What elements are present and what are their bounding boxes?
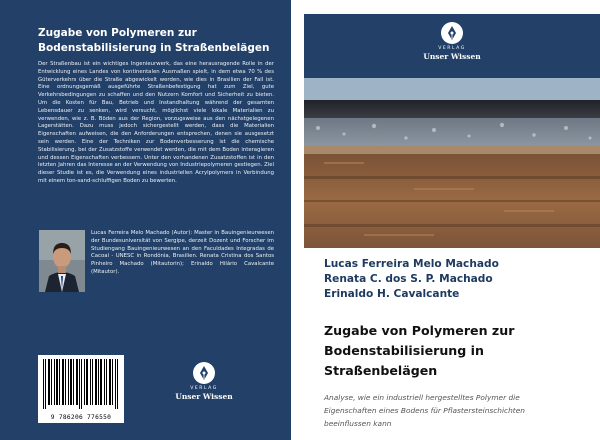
logo-publisher-name: Unser Wissen	[175, 392, 233, 401]
pen-nib-icon	[441, 22, 463, 44]
front-title-line: Zugabe von Polymeren zur	[324, 323, 515, 338]
back-publisher-logo	[172, 362, 236, 401]
barcode-number: 9 786206 776550	[50, 414, 112, 421]
barcode-bars	[42, 359, 120, 409]
back-title-line: Bodenstabilisierung in Straßenbelägen	[38, 41, 270, 54]
author-bio: Lucas Ferreira Melo Machado (Autor): Master in Bauingenieurwesen der Bundesuniversität von Sergipe, derzeit Dozent und Forscher im Studiengang Bauingenieurwesen an den Faculdades Integradas de Cacoal - UNESC in Rondônia, Brasilien. Renata Cristina dos Santos Pinheiro Machado (Mitautorin); Erinaldo Hilário Cavalcante (Mitautor).	[91, 230, 274, 275]
front-title	[324, 321, 594, 381]
barcode	[38, 355, 124, 423]
front-title-line: Straßenbelägen	[324, 363, 438, 378]
front-title-line: Bodenstabilisierung in	[324, 343, 484, 358]
back-title	[38, 26, 274, 55]
book-spine	[291, 0, 304, 440]
front-subtitle	[324, 392, 594, 430]
front-publisher-logo	[417, 22, 487, 61]
back-blurb: Der Straßenbau ist ein wichtiges Ingenieurwerk, das eine herausragende Rolle in der Entwicklung eines Landes von kontinentalen Ausmaßen spielt, in dem etwa 70 % des Güterverkehrs über die Straße abgewickelt werden, wie dies in Brasilien der Fall ist. Eine ordnungsgemäß ausgeführte Straßenbefestigung hat zum Ziel, gute Verkehrsbedingungen zu schaffen und den Nutzern Komfort und Sicherheit zu bieten. Um die Kosten für Bau, Betrieb und Instandhaltung während der gesamten Lebensdauer zu senken, wird versucht, möglichst viele lokale Materialien zu verwenden, wie z. B. Böden aus der Region, vorzugsweise aus den nächstgelegenen Lagerstätten. Dazu muss jedoch sichergestellt werden, dass die Materialien Eigenschaften aufweisen, die den Anforderungen entsprechen, denen sie ausgesetzt sein werden. Eine der Techniken zur Bodenverbesserung ist die chemische Stabilisierung, bei der Zusatzstoffe verwendet werden, die mit dem Boden interagieren und dessen Eigenschaften verbessern. Unter den vorhandenen Zusatzstoffen ist in den letzten Jahren das Interesse an der Verwendung von Industriepolymeren gestiegen. Ziel dieser Studie ist es, die Verwendung eines industriellen Acrylpolymers in Verbindung mit einem ton-sand-schluffigen Boden zu bewerten.	[38, 61, 274, 184]
subtitle-line: Eigenschaften eines Bodens für Pflastersteinschichten	[324, 405, 525, 415]
subtitle-line: beeinflussen kann	[324, 418, 392, 428]
front-cover	[304, 0, 600, 440]
author-photo	[39, 230, 85, 292]
logo-verlag-text: VERLAG	[438, 46, 466, 51]
author-list	[324, 257, 594, 302]
logo-verlag-text: VERLAG	[190, 386, 218, 391]
back-cover	[0, 0, 291, 440]
author-name: Lucas Ferreira Melo Machado	[324, 258, 499, 270]
front-top-rule	[304, 14, 600, 16]
pen-nib-icon	[193, 362, 215, 384]
logo-publisher-name: Unser Wissen	[423, 52, 481, 61]
back-title-line: Zugabe von Polymeren zur	[38, 27, 197, 39]
author-name: Erinaldo H. Cavalcante	[324, 288, 460, 300]
subtitle-line: Analyse, wie ein industriell hergestelltes Polymer die	[324, 393, 520, 402]
cover-photo-soil-layers	[304, 78, 600, 248]
author-name: Renata C. dos S. P. Machado	[324, 273, 493, 285]
